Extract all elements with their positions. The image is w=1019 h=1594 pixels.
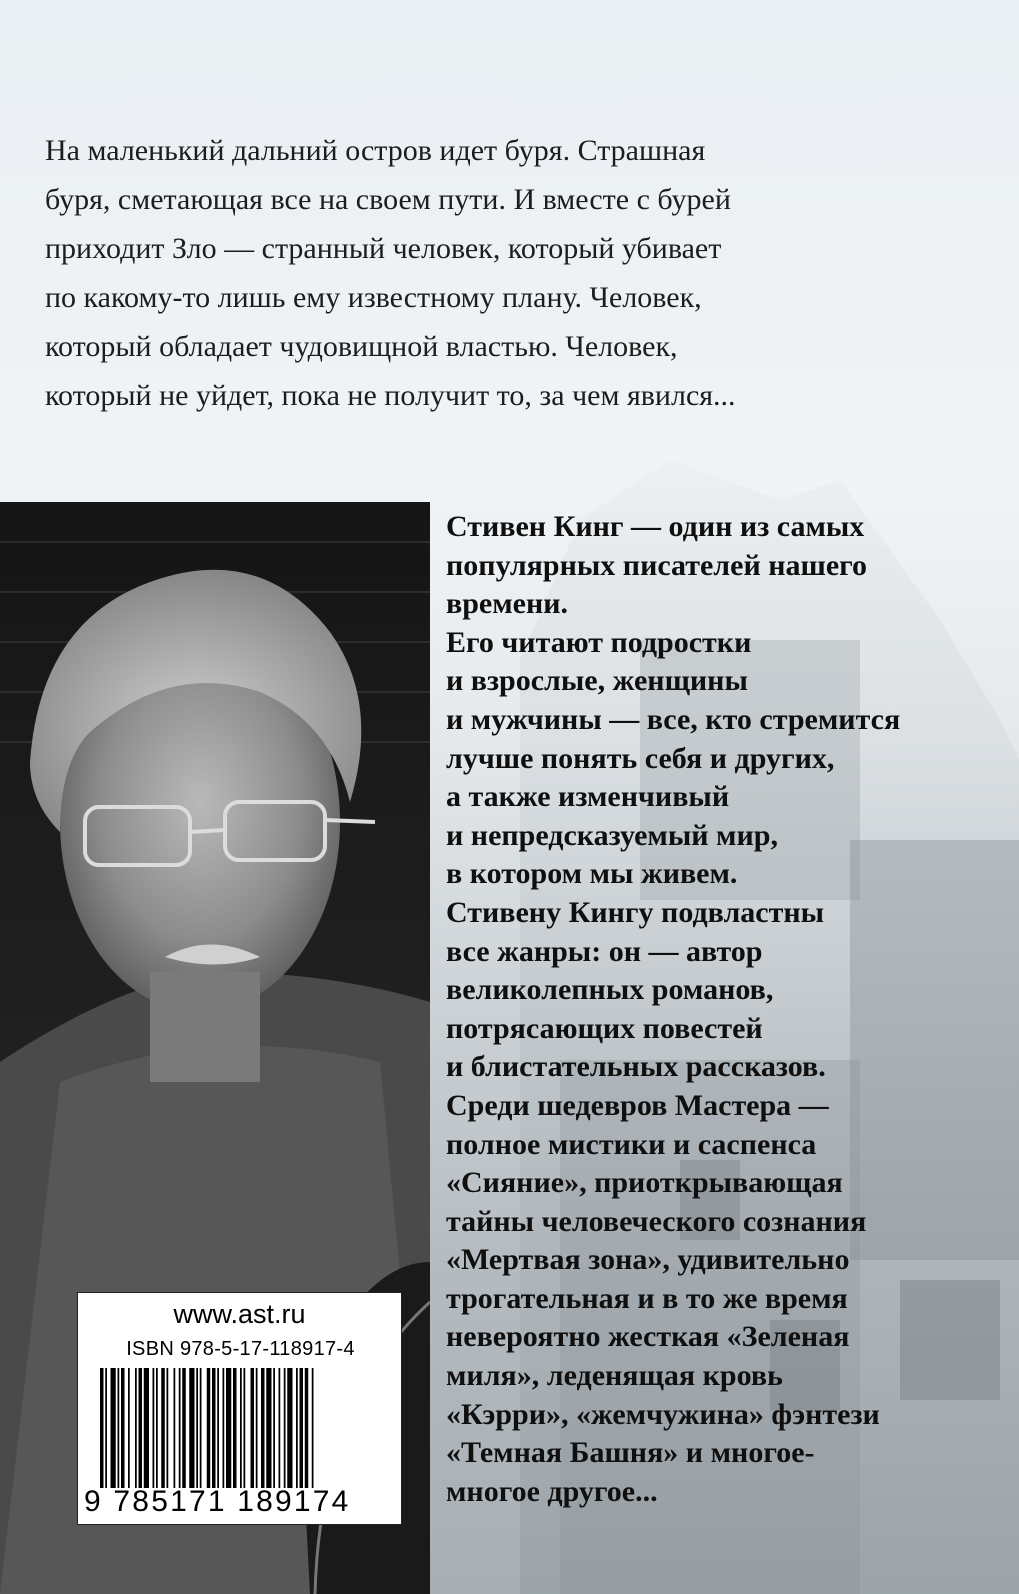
barcode-bar	[153, 1368, 155, 1488]
bio-line: миля», леденящая кровь	[446, 1359, 783, 1393]
description-line: который обладает чудовищной властью. Человек,	[45, 330, 678, 363]
bio-line: и взрослые, женщины	[446, 664, 748, 698]
barcode-bar	[135, 1368, 137, 1488]
barcode-bar	[251, 1368, 255, 1488]
barcode-bar	[261, 1368, 265, 1488]
barcode-bar	[223, 1368, 225, 1488]
author-bio	[446, 508, 966, 1511]
barcode-bar	[167, 1368, 169, 1488]
description-line: который не уйдет, пока не получит то, за чем явился...	[45, 379, 736, 412]
barcode-digits: 9 785171 189174	[84, 1485, 351, 1518]
bio-line: трогательная и в то же время	[446, 1281, 848, 1315]
bio-line: лучше понять себя и других,	[446, 741, 835, 775]
bio-line: популярных писателей нашего	[446, 548, 868, 582]
bio-line: в котором мы живем.	[446, 857, 738, 891]
barcode-bar	[244, 1368, 246, 1488]
barcode-bar	[287, 1368, 292, 1488]
barcode-bar	[256, 1368, 258, 1488]
barcode-bar	[273, 1368, 275, 1488]
barcode-bar	[305, 1368, 309, 1488]
bio-line: тайны человеческого сознания	[446, 1204, 867, 1238]
bio-line: полное мистики и саспенса	[446, 1127, 817, 1161]
book-description	[45, 126, 945, 420]
barcode-bar	[233, 1368, 237, 1488]
barcode-bar	[156, 1368, 158, 1488]
bio-line: «Мертвая зона», удивительно	[446, 1243, 850, 1277]
barcode-bar	[240, 1368, 242, 1488]
barcode-bar	[207, 1368, 211, 1488]
barcode-bar	[105, 1368, 107, 1488]
barcode-bar	[296, 1368, 298, 1488]
barcode-bar	[179, 1368, 181, 1488]
bio-line: «Сияние», приоткрывающая	[446, 1166, 843, 1200]
bio-line: невероятно жесткая «Зеленая	[446, 1320, 850, 1354]
barcode-bar	[196, 1368, 198, 1488]
barcode-bar	[217, 1368, 219, 1488]
bio-line: Стивену Кингу подвластны	[446, 895, 825, 929]
barcode-bar	[100, 1368, 104, 1488]
description-line: На маленький дальний остров идет буря. Страшная	[45, 134, 706, 167]
barcode-bar	[279, 1368, 281, 1488]
barcode-bar	[266, 1368, 271, 1488]
bio-line: великолепных романов,	[446, 973, 774, 1007]
bio-line: «Темная Башня» и многое-	[446, 1436, 815, 1470]
barcode-bar	[200, 1368, 202, 1488]
barcode-bar	[182, 1368, 186, 1488]
description-line: приходит Зло — странный человек, который убивает	[45, 232, 722, 265]
barcode-bar	[121, 1368, 125, 1488]
bio-line: времени.	[446, 587, 569, 621]
bio-line: Его читают подростки	[446, 625, 752, 659]
publisher-url: www.ast.ru	[173, 1299, 306, 1329]
isbn-text: ISBN 978-5-17-118917-4	[126, 1338, 355, 1360]
barcode-bar	[284, 1368, 286, 1488]
barcode-bar	[226, 1368, 231, 1488]
bio-line: Среди шедевров Мастера —	[446, 1088, 829, 1122]
description-line: буря, сметающая все на своем пути. И вместе с бурей	[45, 183, 731, 216]
barcode-bar	[139, 1368, 143, 1488]
bio-line: «Кэрри», «жемчужина» фэнтези	[446, 1397, 880, 1431]
barcode-bar	[174, 1368, 176, 1488]
barcode-bar	[128, 1368, 130, 1488]
barcode-bar	[111, 1368, 116, 1488]
description-line: по какому-то лишь ему известному плану. Человек,	[45, 281, 702, 314]
barcode-bars	[100, 1368, 375, 1488]
bio-line: а также изменчивый	[446, 780, 730, 814]
isbn-barcode-panel	[77, 1292, 402, 1525]
bio-line: потрясающих повестей	[446, 1011, 763, 1045]
bio-line: и блистательных рассказов.	[446, 1050, 826, 1084]
bio-line: и мужчины — все, кто стремится	[446, 702, 901, 736]
barcode-bar	[189, 1368, 194, 1488]
barcode-bar	[300, 1368, 304, 1488]
bio-line: и непредсказуемый мир,	[446, 818, 778, 852]
barcode-bar	[161, 1368, 165, 1488]
barcode-bar	[312, 1368, 314, 1488]
barcode-bar	[118, 1368, 120, 1488]
bio-line: Стивен Кинг — один из самых	[446, 510, 865, 543]
barcode-bar	[212, 1368, 216, 1488]
bio-line: все жанры: он — автор	[446, 934, 763, 968]
bio-line: многое другое...	[446, 1474, 658, 1508]
barcode-bar	[144, 1368, 149, 1488]
